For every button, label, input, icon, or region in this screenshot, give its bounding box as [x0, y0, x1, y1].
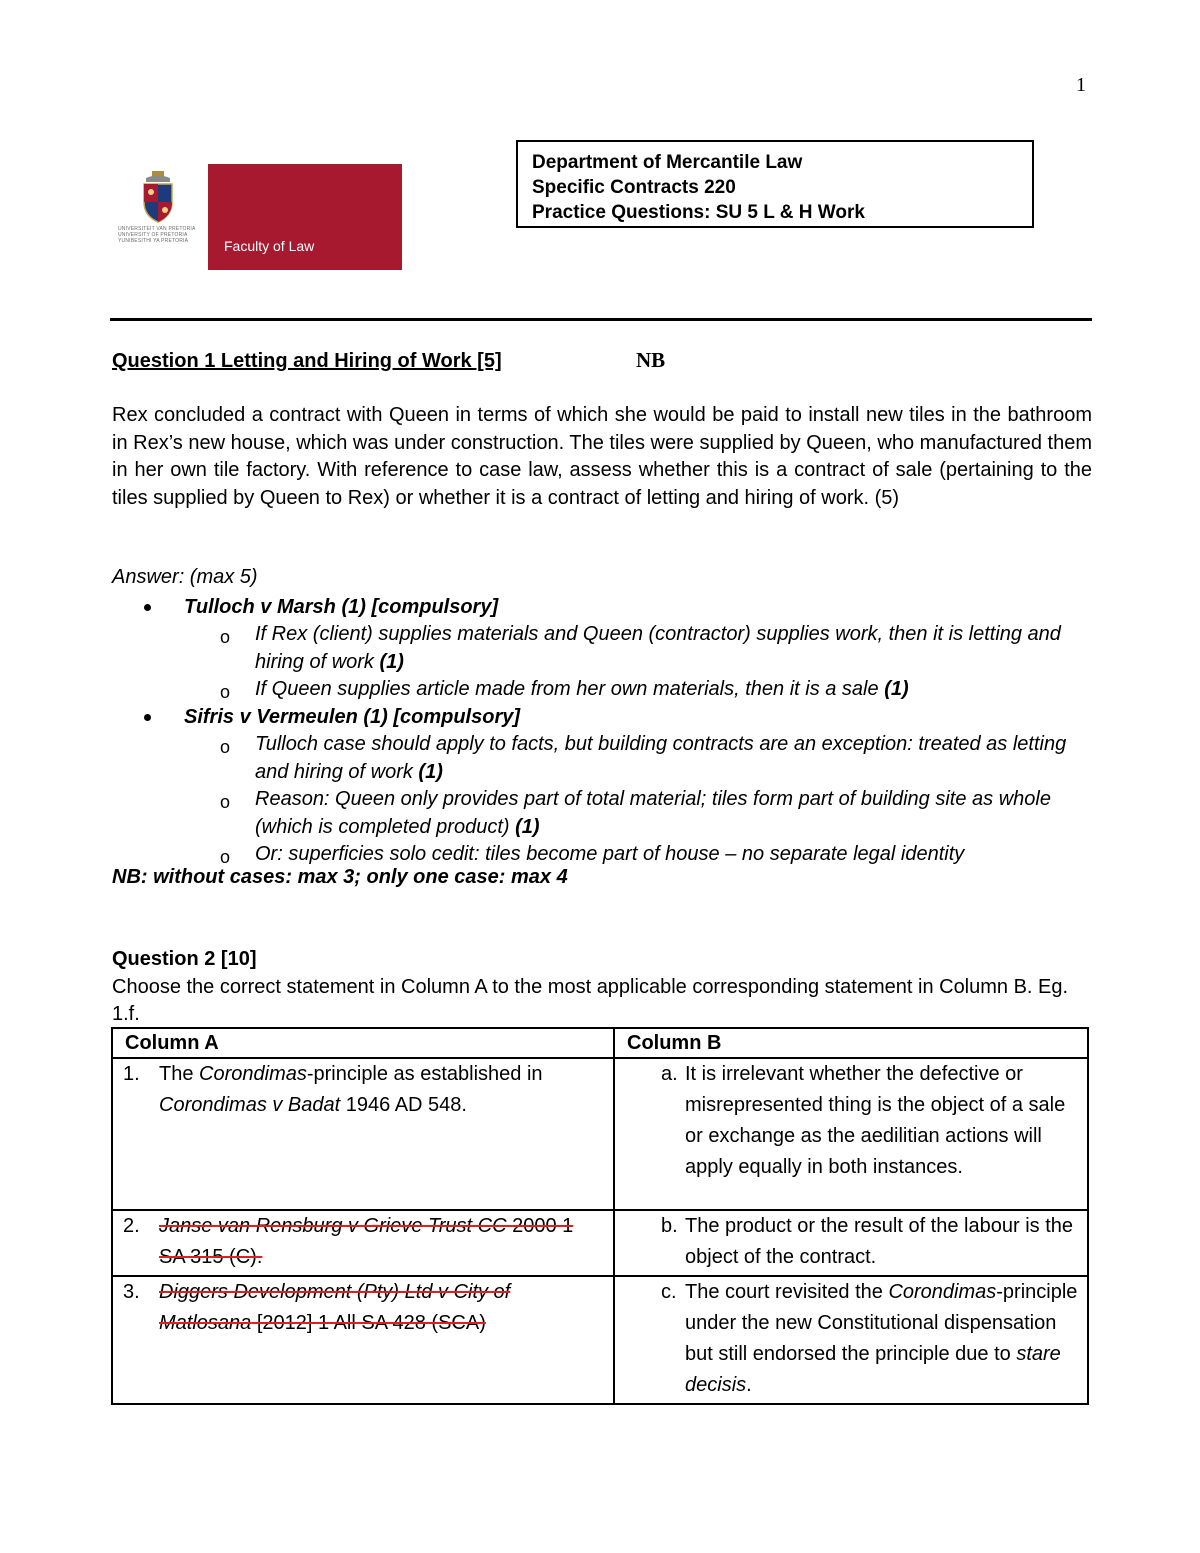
struck-citation: 2000 1 SA 315 (C). [159, 1215, 574, 1268]
statement-text: Corondimas [199, 1063, 307, 1085]
answer-point-mark: (1) [418, 760, 443, 783]
item-letter: c. [661, 1281, 677, 1303]
department-line: Department of Mercantile Law [532, 152, 803, 173]
question1-title: Question 1 Letting and Hiring of Work [5] [112, 350, 502, 372]
question1-text: Rex concluded a contract with Queen in terms of which she would be paid to install new tiles in the bathroom in Rex’s new house, which was under construction. The tiles were supplied by Queen, who manufactured them in her own tile factory. With reference to case law, assess whether this is a contract of sale (pertaining to the tiles supplied by Queen to Rex) or whether it is a contract of letting and hiring of work. (5) [112, 404, 1092, 509]
answer-point-mark: (1) [515, 815, 540, 838]
answer-point-text: Tulloch case should apply to facts, but building contracts are an exception: treated as letting and hiring of work [255, 733, 1067, 783]
column-b-header: Column B [614, 1028, 1088, 1058]
sub-bullet-icon: o [220, 847, 231, 867]
table-row [112, 1058, 1088, 1210]
crest-line: UNIVERSITY OF PRETORIA [118, 232, 188, 238]
table-header-row [112, 1028, 1088, 1058]
column-a-header: Column A [112, 1028, 614, 1058]
faculty-label: Faculty of Law [224, 238, 315, 254]
statement-text: stare decisis [685, 1343, 1061, 1396]
struck-citation: [2012] 1 All SA 428 (SCA) [251, 1312, 486, 1334]
answer-point-mark: (1) [884, 678, 909, 700]
answer-point [255, 621, 1095, 676]
answer-point [255, 786, 1095, 841]
course-line: Specific Contracts 220 [532, 177, 736, 198]
bullet-dot [144, 714, 151, 721]
column-b-cell [614, 1058, 1088, 1210]
sub-bullet-icon: o [220, 682, 231, 702]
item-letter: b. [661, 1215, 678, 1237]
statement-text: 1946 AD 548. [340, 1094, 467, 1116]
column-b-cell [614, 1276, 1088, 1404]
nb-note: NB: without cases: max 3; only one case: max 4 [112, 866, 568, 888]
answer-point [255, 841, 1095, 869]
column-a-cell [112, 1210, 614, 1276]
crest-line: YUNIBESITHI YA PRETORIA [118, 238, 189, 244]
answer-point-mark: (1) [379, 650, 404, 673]
statement-text: The court revisited the [685, 1281, 889, 1303]
nb-mark: NB [636, 348, 666, 372]
table-row [112, 1276, 1088, 1404]
column-a-cell [112, 1276, 614, 1404]
statement-text: -principle as established in [306, 1063, 543, 1085]
answer-point-text: If Queen supplies article made from her own materials, then it is a sale [255, 678, 885, 700]
column-a-cell [112, 1058, 614, 1210]
statement-text: It is irrelevant whether the defective or misrepresented thing is the object of a sale or exchange as the aedilitian actions will apply equally in both instances. [685, 1063, 1066, 1178]
answer-point-text: Or: superficies solo cedit: tiles become part of house – no separate legal identity [255, 843, 965, 865]
statement-text: . [746, 1374, 752, 1396]
struck-case-name: Janse van Rensburg v Grieve Trust CC [159, 1215, 507, 1237]
question2-title: Question 2 [10] [112, 948, 257, 970]
statement-text: The product or the result of the labour is the object of the contract. [685, 1215, 1073, 1268]
statement-text: The [159, 1063, 200, 1085]
topic-line: Practice Questions: SU 5 L & H Work [532, 202, 865, 223]
item-number: 3. [123, 1281, 140, 1303]
bullet-dot [144, 604, 151, 611]
statement-text: Corondimas [888, 1281, 997, 1303]
answer-case: Sifris v Vermeulen (1) [compulsory] [184, 706, 521, 728]
answer-point [255, 676, 1095, 704]
sub-bullet-icon: o [220, 737, 231, 757]
item-number: 2. [123, 1215, 140, 1237]
page-number: 1 [1076, 74, 1086, 96]
struck-case-name: Diggers Development (Pty) Ltd v City of Matlosana [159, 1281, 511, 1334]
crest-line: UNIVERSITEIT VAN PRETORIA [118, 226, 196, 232]
sub-bullet-icon: o [220, 792, 231, 812]
question2-instruction: Choose the correct statement in Column A to the most applicable corresponding statement in Column B. Eg. 1.f. [112, 976, 1069, 1025]
answer-point-text: Reason: Queen only provides part of total material; tiles form part of building site as whole (which is completed product) [255, 788, 1051, 838]
matching-table [111, 1027, 1089, 1405]
statement-text: Corondimas v Badat [159, 1094, 341, 1116]
item-letter: a. [661, 1063, 678, 1085]
column-b-cell [614, 1210, 1088, 1276]
statement-text: -principle under the new Constitutional dispensation but still endorsed the principle due to [685, 1281, 1078, 1365]
item-number: 1. [123, 1063, 140, 1085]
answer-point [255, 731, 1095, 786]
answer-case: Tulloch v Marsh (1) [compulsory] [184, 596, 499, 618]
answer-label: Answer: (max 5) [112, 566, 258, 588]
table-row [112, 1210, 1088, 1276]
answer-point-text: If Rex (client) supplies materials and Queen (contractor) supplies work, then it is letting and hiring of work [255, 623, 1061, 673]
sub-bullet-icon: o [220, 627, 231, 647]
